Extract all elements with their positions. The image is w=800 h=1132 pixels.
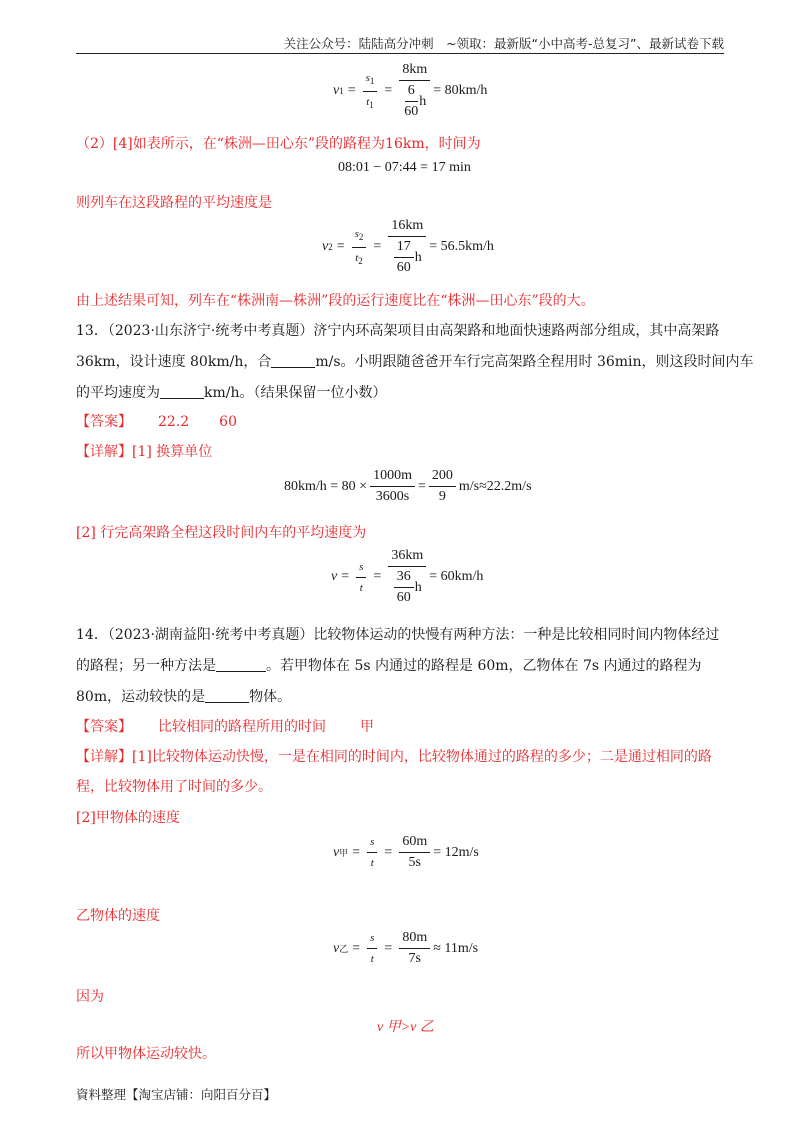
q14-line1: 14．（2023·湖南益阳·统考中考真题）比较物体运动的快慢有两种方法：一种是比较相同时间内物体经过 [76, 627, 720, 643]
eq2-value-num: 16km [388, 218, 426, 237]
yi-num: 80m [399, 930, 430, 949]
eq1-symbol-fraction [363, 70, 378, 113]
q13-line2-b: m/s。小明跟随爸爸开车行完高架路全程用时 36min，则这段时间内车 [315, 354, 754, 370]
q13-detail-tag: 【详解】 [76, 444, 132, 460]
q13-answer-2: 60 [219, 414, 237, 430]
q14-answer-tag: 【答案】 [76, 719, 132, 735]
q14-detail-line1-text: [1]比较物体运动快慢，一是在相同的时间内，比较物体通过的路程的多少；二是通过相同的路 [132, 749, 712, 765]
equation-v-jia: v 甲 = $\frac{s}{t}$ = $\frac{60m}{5s}$ = 12m/s [333, 834, 479, 870]
q14-answer-2: 甲 [360, 719, 374, 735]
conv-lhs: 80km/h = 80 × [284, 478, 368, 494]
q13-eq-den-unit: h [414, 579, 422, 595]
q14-detail-2: [2]甲物体的速度 [76, 810, 180, 826]
equation-q13-v: v = $\frac{s}{t}$ = 36km $\frac{36}{60}$ h = 60km/h [331, 548, 484, 605]
q14-answer-1: 比较相同的路程所用的时间 [158, 719, 326, 735]
eq2-den-num: 17 [394, 239, 414, 258]
eq1-v: v [333, 83, 340, 98]
q13-blank-2 [160, 384, 204, 399]
eq1-s-sub: 1 [369, 75, 375, 86]
yi-t: t [370, 953, 374, 965]
yi-v-sub: 乙 [339, 944, 349, 954]
q13-answer-1: 22.2 [158, 414, 190, 430]
eq2-t: t [355, 251, 359, 264]
because-text: 因为 [76, 989, 104, 1005]
eq2-den-unit: h [414, 249, 422, 265]
q13-eq-v: v [331, 569, 338, 584]
yi-label: 乙物体的速度 [76, 908, 160, 924]
conv-den: 3600s [375, 489, 410, 504]
q12-part2-line2: 则列车在这段路程的平均速度是 [76, 195, 272, 211]
eq2-t-sub: 2 [358, 255, 363, 266]
eq2-result: = 56.5km/h [429, 239, 494, 254]
eq2-v: v [322, 239, 329, 254]
jia-s: s [367, 834, 377, 853]
q13-eq-den-num: 36 [394, 569, 414, 588]
jia-den: 5s [408, 855, 421, 870]
eq1-value-fraction [399, 62, 430, 120]
equation-v2: v 2 = $\frac{s_2}{t_2}$ = 16km $\frac{17}{60}$ h = 56.5km/h [322, 218, 494, 275]
eq1-den-unit: h [419, 93, 427, 109]
velocity-comparison [377, 1016, 434, 1036]
q13-line1: 13．（2023·山东济宁·统考中考真题）济宁内环高架项目由高架路和地面快速路两部分组成，其中高架路 [76, 323, 720, 339]
yi-result: ≈ 11m/s [433, 940, 479, 956]
q13-eq-num: 36km [388, 548, 426, 567]
conv-eq: = [417, 478, 426, 494]
jia-result: = 12m/s [433, 844, 479, 860]
q14-line3-b: 物体。 [249, 689, 292, 705]
eq2-s-sub: 2 [358, 231, 364, 242]
q13-eq-den-den: 60 [396, 590, 411, 605]
q14-line2 [76, 655, 726, 677]
compare-text: v 甲>v 乙 [377, 1020, 434, 1035]
eq1-t: t [366, 95, 370, 108]
q12-part2-line1: （2）[4]如表所示，在“株洲—田心东”段的路程为16km，时间为 [76, 136, 481, 152]
q13-answer-tag: 【答案】 [76, 414, 132, 430]
q13-line3 [76, 382, 726, 404]
time-eq-text: 08:01 − 07:44 = 17 min [338, 160, 471, 175]
conv-rhs: m/s≈22.2m/s [458, 478, 532, 494]
q14-detail-tag: 【详解】 [76, 749, 132, 765]
time-difference-eq [338, 160, 471, 176]
q13-line3-b: km/h。（结果保留一位小数） [204, 385, 387, 401]
eq1-den-num: 6 [405, 83, 418, 102]
q13-detail-1-text: [1] 换算单位 [132, 444, 213, 460]
eq1-t-sub: 1 [369, 99, 374, 110]
q14-detail-line2: 程，比较物体用了时间的多少。 [76, 779, 272, 795]
jia-t: t [370, 857, 374, 869]
yi-den: 7s [408, 951, 421, 966]
q13-line2-a: 36km，设计速度 80km/h，合 [76, 354, 272, 370]
eq1-den-den: 60 [404, 104, 419, 119]
q14-detail-line1 [76, 746, 726, 768]
q14-blank-1 [216, 657, 266, 672]
page-footer: 資料整理【淘宝店铺：向阳百分百】 [76, 1087, 277, 1102]
yi-v: v [333, 940, 340, 956]
q13-answer [76, 411, 726, 433]
eq1-result: = 80km/h [433, 83, 488, 98]
conv-num: 1000m [370, 468, 415, 487]
q13-detail-1 [76, 441, 726, 463]
q13-blank-1 [271, 353, 315, 368]
eq2-s: s [354, 227, 359, 240]
eq1-v-sub: 1 [339, 86, 344, 96]
q13-line2 [76, 351, 754, 373]
eq2-v-sub: 2 [328, 242, 333, 252]
q14-answer [76, 716, 726, 738]
header-divider [76, 53, 724, 54]
conv-num2: 200 [429, 468, 456, 487]
q14-line3 [76, 686, 726, 708]
q14-line2-b: 。若甲物体在 5s 内通过的路程是 60m，乙物体在 7s 内通过的路程为 [266, 658, 702, 674]
yi-s: s [367, 930, 377, 949]
conv-den2: 9 [438, 489, 446, 504]
q14-line2-a: 的路程；另一种方法是 [76, 658, 216, 674]
page-header: 关注公众号：陆陆高分冲刺 ~领取：最新版“小中高考-总复习”、最新试卷下载 [283, 36, 724, 51]
unit-conversion-eq [284, 468, 532, 505]
q14-conclusion: 所以甲物体运动较快。 [76, 1046, 216, 1062]
eq1-value-num: 8km [399, 62, 430, 81]
q13-line3-a: 的平均速度为 [76, 385, 160, 401]
q13-eq-s: s [356, 559, 366, 578]
jia-num: 60m [399, 834, 430, 853]
q12-conclusion: 由上述结果可知，列车在“株洲南—株洲”段的运行速度比在“株洲—田心东”段的大。 [76, 293, 595, 309]
q13-detail-2: [2] 行完高架路全程这段时间内车的平均速度为 [76, 525, 367, 541]
q14-line3-a: 80m，运动较快的是 [76, 689, 206, 705]
eq2-symbol-fraction [352, 226, 367, 269]
q14-blank-2 [205, 688, 249, 703]
eq1-s: s [365, 71, 370, 84]
q13-eq-result: = 60km/h [429, 569, 484, 584]
eq2-den-den: 60 [396, 260, 411, 275]
equation-v1: v 1 = $\frac{s_1}{t_1}$ = 8km $\frac{6}{60}$ h = 80km/h [333, 62, 488, 119]
jia-v: v [333, 844, 340, 860]
q13-eq-t: t [359, 581, 363, 594]
equation-v-yi: v 乙 = $\frac{s}{t}$ = $\frac{80m}{7s}$ ≈ 11m/s [333, 930, 479, 966]
jia-v-sub: 甲 [339, 848, 349, 858]
eq2-value-fraction [388, 218, 426, 276]
